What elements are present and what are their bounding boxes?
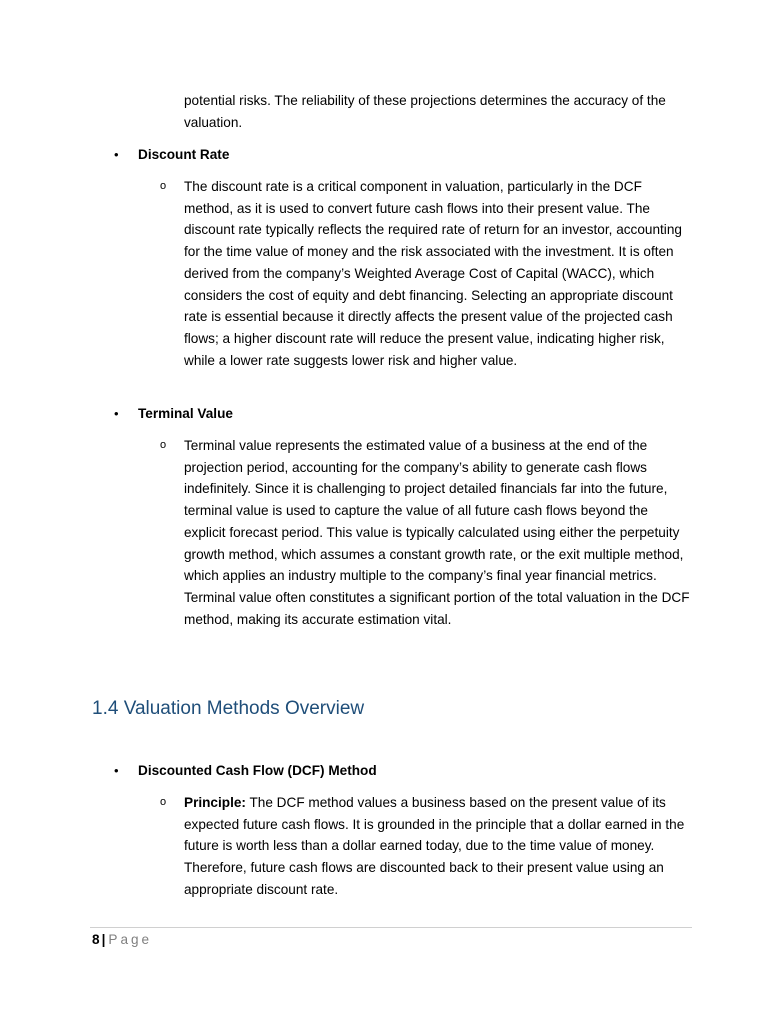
section-heading: 1.4 Valuation Methods Overview [92, 698, 365, 719]
sub-bullet-circle-icon: o [160, 796, 167, 808]
bullet-label-discount-rate: Discount Rate [138, 147, 230, 162]
bullet-dot-icon: • [114, 763, 119, 778]
bullet-dot-icon: • [114, 147, 119, 162]
page-footer [92, 930, 152, 950]
sub-bullet-circle-icon: o [160, 439, 167, 451]
bullet-label-dcf-method: Discounted Cash Flow (DCF) Method [138, 763, 377, 778]
sub-bullet-circle-icon: o [160, 180, 167, 192]
bullet-dot-icon: • [114, 406, 119, 421]
principle-label: Principle: [184, 795, 246, 810]
bullet-label-terminal-value: Terminal Value [138, 406, 233, 421]
terminal-value-paragraph: Terminal value represents the estimated value of a business at the end of the projection period, accounting for the company’s ability to generate cash flows indefinitely. Since it is challenging to project detailed financials far into the future, terminal value is used to capture the value of all future cash flows beyond the explicit forecast period. This value is typically calculated using either the perpetuity growth method, which assumes a constant growth rate, or the exit multiple method, which applies an industry multiple to the company’s final year financial metrics. Terminal value often constitutes a significant portion of the total valuation in the DCF method, making its accurate estimation vital. [184, 438, 690, 627]
dcf-principle-paragraph [184, 792, 692, 901]
footer-divider [90, 927, 692, 928]
page-number: 8 [92, 932, 100, 947]
page-word: Page [108, 932, 153, 947]
principle-text: The DCF method values a business based on the present value of its expected future cash flows. It is grounded in the principle that a dollar earned in the future is worth less than a dollar earned today, due to the time value of money. Therefore, future cash flows are discounted back to their present value using an appropriate discount rate. [184, 795, 685, 897]
footer-separator: | [101, 932, 106, 947]
intro-paragraph: potential risks. The reliability of these projections determines the accuracy of the valuation. [184, 93, 666, 130]
discount-rate-paragraph: The discount rate is a critical component in valuation, particularly in the DCF method, as it is used to convert future cash flows into their present value. The discount rate typically reflects the required rate of return for an investor, accounting for the time value of money and the risk associated with the investment. It is often derived from the company’s Weighted Average Cost of Capital (WACC), which considers the cost of equity and debt financing. Selecting an appropriate discount rate is essential because it directly affects the present value of the projected cash flows; a higher discount rate will reduce the present value, indicating higher risk, while a lower rate suggests lower risk and higher value. [184, 179, 682, 368]
